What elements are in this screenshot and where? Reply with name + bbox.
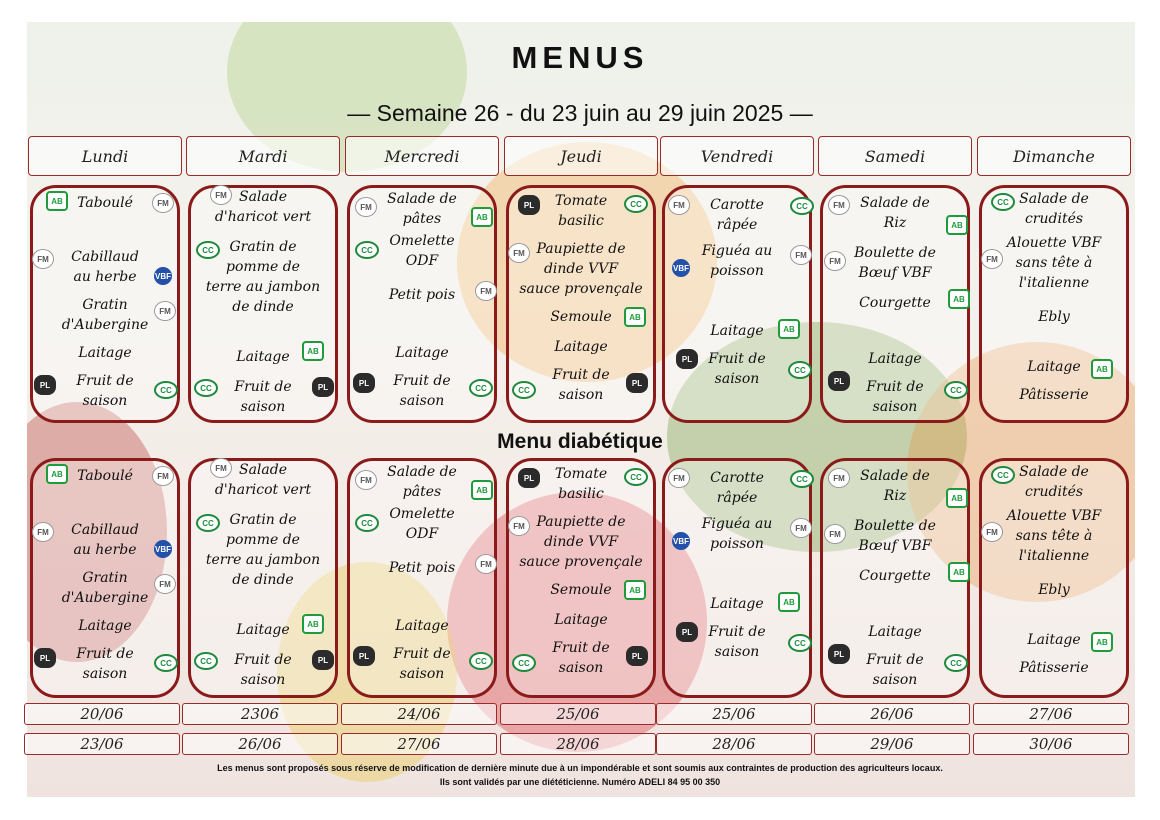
ab-logo-icon: AB	[302, 341, 324, 361]
day-header-mercredi: Mercredi	[345, 136, 499, 176]
diabetic-dish: Fruit de saison	[234, 652, 292, 688]
date-start: 20/06	[24, 703, 180, 725]
circuit-logo-icon: CC	[624, 468, 648, 486]
produits-locaux-logo-icon: PL	[828, 644, 850, 664]
menu-dish: Figuéa au poisson	[701, 243, 773, 279]
diabetic-dish: Fruit de saison	[393, 646, 451, 682]
diabetic-dish: Laitage	[554, 612, 608, 628]
menu-dish: Laitage	[554, 339, 608, 355]
produits-locaux-logo-icon: PL	[518, 195, 540, 215]
date-start: 25/06	[500, 703, 656, 725]
fait-maison-logo-icon: FM	[828, 468, 850, 488]
circuit-logo-icon: CC	[788, 361, 812, 379]
menu-dish: Carotte râpée	[710, 197, 764, 233]
menu-dish: Laitage	[868, 351, 922, 367]
circuit-logo-icon: CC	[355, 241, 379, 259]
ab-logo-icon: AB	[946, 215, 968, 235]
fait-maison-logo-icon: FM	[154, 574, 176, 594]
circuit-logo-icon: CC	[512, 654, 536, 672]
diabetic-dish: Laitage	[868, 624, 922, 640]
ab-logo-icon: AB	[46, 464, 68, 484]
circuit-logo-icon: CC	[944, 654, 968, 672]
ab-logo-icon: AB	[948, 562, 970, 582]
fait-maison-logo-icon: FM	[790, 518, 812, 538]
circuit-logo-icon: CC	[624, 195, 648, 213]
fait-maison-logo-icon: FM	[981, 249, 1003, 269]
circuit-logo-icon: CC	[991, 466, 1015, 484]
ab-logo-icon: AB	[471, 207, 493, 227]
ab-logo-icon: AB	[302, 614, 324, 634]
date-start: 25/06	[656, 703, 812, 725]
diabetic-dish: Gratin d'Aubergine	[61, 570, 149, 606]
vbf-logo-icon: VBF	[154, 267, 172, 285]
fait-maison-logo-icon: FM	[32, 249, 54, 269]
menu-dish: Fruit de saison	[234, 379, 292, 415]
circuit-logo-icon: CC	[790, 470, 814, 488]
circuit-logo-icon: CC	[154, 381, 178, 399]
produits-locaux-logo-icon: PL	[353, 373, 375, 393]
ab-logo-icon: AB	[1091, 359, 1113, 379]
day-header-samedi: Samedi	[818, 136, 972, 176]
menu-dish: Salade d'haricot vert	[214, 189, 312, 225]
circuit-logo-icon: CC	[469, 652, 493, 670]
vbf-logo-icon: VBF	[672, 532, 690, 550]
fait-maison-logo-icon: FM	[154, 301, 176, 321]
menu-dish: Fruit de saison	[866, 379, 924, 415]
vbf-logo-icon: VBF	[154, 540, 172, 558]
ab-logo-icon: AB	[46, 191, 68, 211]
diabetic-dish: Fruit de saison	[708, 624, 766, 660]
menu-dish: Alouette VBF sans tête à l'italienne	[1006, 235, 1102, 291]
ab-logo-icon: AB	[948, 289, 970, 309]
footer-disclaimer: Les menus sont proposés sous réserve de modification de dernière minute due à un impondérable et sont soumis aux contraintes de production des agriculteurs locaux.	[217, 763, 943, 773]
fait-maison-logo-icon: FM	[355, 470, 377, 490]
menu-dish: Ebly	[1038, 309, 1070, 325]
fait-maison-logo-icon: FM	[32, 522, 54, 542]
diabetic-dish: Laitage	[395, 618, 449, 634]
menu-dish: Laitage	[710, 323, 764, 339]
circuit-logo-icon: CC	[469, 379, 493, 397]
diabetic-dish: Petit pois	[388, 560, 456, 576]
ab-logo-icon: AB	[778, 592, 800, 612]
diabetic-dish: Laitage	[710, 596, 764, 612]
menu-dish: Fruit de saison	[708, 351, 766, 387]
diabetic-dish: Tomate basilic	[554, 466, 608, 502]
circuit-logo-icon: CC	[991, 193, 1015, 211]
fait-maison-logo-icon: FM	[824, 524, 846, 544]
menu-dish: Semoule	[550, 309, 612, 325]
circuit-logo-icon: CC	[512, 381, 536, 399]
circuit-logo-icon: CC	[196, 514, 220, 532]
circuit-logo-icon: CC	[355, 514, 379, 532]
fait-maison-logo-icon: FM	[981, 522, 1003, 542]
produits-locaux-logo-icon: PL	[34, 648, 56, 668]
diabetic-dish: Salade d'haricot vert	[214, 462, 312, 498]
diabetic-dish: Salade de Riz	[860, 468, 930, 504]
circuit-logo-icon: CC	[194, 379, 218, 397]
diabetic-dish: Taboulé	[77, 468, 133, 484]
date-start: 24/06	[341, 703, 497, 725]
circuit-logo-icon: CC	[944, 381, 968, 399]
diabetic-dish: Semoule	[550, 582, 612, 598]
date-end: 28/06	[656, 733, 812, 755]
diabetic-dish: Carotte râpée	[710, 470, 764, 506]
menu-dish: Salade de pâtes	[387, 191, 457, 227]
date-end: 30/06	[973, 733, 1129, 755]
ab-logo-icon: AB	[1091, 632, 1113, 652]
fait-maison-logo-icon: FM	[508, 516, 530, 536]
fait-maison-logo-icon: FM	[668, 468, 690, 488]
date-end: 29/06	[814, 733, 970, 755]
menu-dish: Fruit de saison	[76, 373, 134, 409]
fait-maison-logo-icon: FM	[475, 554, 497, 574]
fait-maison-logo-icon: FM	[668, 195, 690, 215]
fait-maison-logo-icon: FM	[210, 185, 232, 205]
fait-maison-logo-icon: FM	[824, 251, 846, 271]
diabetic-dish: Pâtisserie	[1019, 660, 1089, 676]
fait-maison-logo-icon: FM	[475, 281, 497, 301]
fait-maison-logo-icon: FM	[152, 466, 174, 486]
menu-dish: Tomate basilic	[554, 193, 608, 229]
fait-maison-logo-icon: FM	[355, 197, 377, 217]
ab-logo-icon: AB	[624, 580, 646, 600]
produits-locaux-logo-icon: PL	[34, 375, 56, 395]
date-end: 26/06	[182, 733, 338, 755]
fait-maison-logo-icon: FM	[508, 243, 530, 263]
day-header-mardi: Mardi	[186, 136, 340, 176]
produits-locaux-logo-icon: PL	[312, 650, 334, 670]
menu-dish: Boulette de Bœuf VBF	[854, 245, 936, 281]
diabetic-dish: Fruit de saison	[866, 652, 924, 688]
diabetic-dish: Cabillaud au herbe	[71, 522, 139, 558]
circuit-logo-icon: CC	[194, 652, 218, 670]
ab-logo-icon: AB	[624, 307, 646, 327]
diabetic-dish: Boulette de Bœuf VBF	[854, 518, 936, 554]
date-start: 26/06	[814, 703, 970, 725]
produits-locaux-logo-icon: PL	[676, 622, 698, 642]
diabetic-dish: Laitage	[1027, 632, 1081, 648]
diabetic-menu-title: Menu diabétique	[497, 430, 663, 453]
circuit-logo-icon: CC	[790, 197, 814, 215]
menu-dish: Gratin de pomme de terre au jambon de dinde	[205, 239, 321, 315]
fait-maison-logo-icon: FM	[790, 245, 812, 265]
date-end: 23/06	[24, 733, 180, 755]
week-subtitle: — Semaine 26 - du 23 juin au 29 juin 2025 —	[347, 100, 813, 126]
menu-dish: Laitage	[78, 345, 132, 361]
date-end: 28/06	[500, 733, 656, 755]
produits-locaux-logo-icon: PL	[828, 371, 850, 391]
menu-dish: Paupiette de dinde VVF sauce provençale	[519, 241, 643, 297]
menu-dish: Gratin d'Aubergine	[61, 297, 149, 333]
day-header-vendredi: Vendredi	[660, 136, 814, 176]
menu-dish: Salade de Riz	[860, 195, 930, 231]
date-start: 2306	[182, 703, 338, 725]
menu-dish: Taboulé	[77, 195, 133, 211]
menu-dish: Fruit de saison	[552, 367, 610, 403]
produits-locaux-logo-icon: PL	[676, 349, 698, 369]
menu-dish: Cabillaud au herbe	[71, 249, 139, 285]
menu-dish: Laitage	[1027, 359, 1081, 375]
diabetic-dish: Ebly	[1038, 582, 1070, 598]
diabetic-dish: Figuéa au poisson	[701, 516, 773, 552]
footer-adeli: Ils sont validés par une diététicienne. Numéro ADELI 84 95 00 350	[439, 777, 721, 787]
date-end: 27/06	[341, 733, 497, 755]
date-start: 27/06	[973, 703, 1129, 725]
diabetic-dish: Alouette VBF sans tête à l'italienne	[1006, 508, 1102, 564]
menu-dish: Fruit de saison	[393, 373, 451, 409]
fait-maison-logo-icon: FM	[828, 195, 850, 215]
produits-locaux-logo-icon: PL	[518, 468, 540, 488]
produits-locaux-logo-icon: PL	[312, 377, 334, 397]
diabetic-dish: Salade de crudités	[1019, 464, 1089, 500]
produits-locaux-logo-icon: PL	[626, 646, 648, 666]
circuit-logo-icon: CC	[788, 634, 812, 652]
produits-locaux-logo-icon: PL	[626, 373, 648, 393]
circuit-logo-icon: CC	[196, 241, 220, 259]
produits-locaux-logo-icon: PL	[353, 646, 375, 666]
fait-maison-logo-icon: FM	[152, 193, 174, 213]
day-header-dimanche: Dimanche	[977, 136, 1131, 176]
diabetic-dish: Fruit de saison	[552, 640, 610, 676]
ab-logo-icon: AB	[778, 319, 800, 339]
diabetic-dish: Salade de pâtes	[387, 464, 457, 500]
vbf-logo-icon: VBF	[672, 259, 690, 277]
day-header-jeudi: Jeudi	[504, 136, 658, 176]
page-title: MENUS	[511, 40, 649, 75]
circuit-logo-icon: CC	[154, 654, 178, 672]
diabetic-dish: Fruit de saison	[76, 646, 134, 682]
diabetic-dish: Laitage	[236, 622, 290, 638]
diabetic-dish: Laitage	[78, 618, 132, 634]
diabetic-dish: Gratin de pomme de terre au jambon de dinde	[205, 512, 321, 588]
menu-dish: Petit pois	[388, 287, 456, 303]
menu-dish: Laitage	[395, 345, 449, 361]
diabetic-dish: Paupiette de dinde VVF sauce provençale	[519, 514, 643, 570]
fait-maison-logo-icon: FM	[210, 458, 232, 478]
ab-logo-icon: AB	[946, 488, 968, 508]
menu-dish: Omelette ODF	[389, 233, 455, 269]
diabetic-dish: Omelette ODF	[389, 506, 455, 542]
menu-dish: Pâtisserie	[1019, 387, 1089, 403]
menu-dish: Laitage	[236, 349, 290, 365]
menu-dish: Courgette	[859, 295, 931, 311]
diabetic-dish: Courgette	[859, 568, 931, 584]
menu-dish: Salade de crudités	[1019, 191, 1089, 227]
day-header-lundi: Lundi	[28, 136, 182, 176]
ab-logo-icon: AB	[471, 480, 493, 500]
